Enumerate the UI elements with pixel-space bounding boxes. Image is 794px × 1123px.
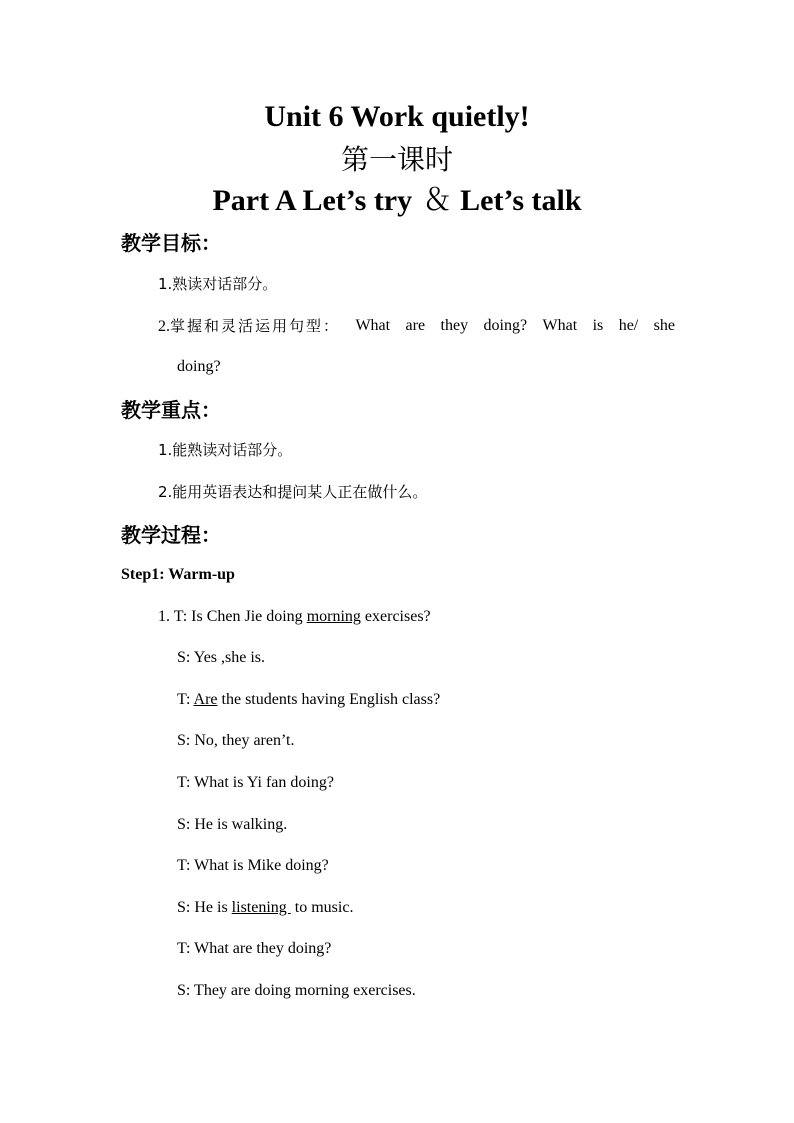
unit-title: Unit 6 Work quietly!	[264, 100, 530, 133]
underlined-word: Are	[193, 691, 218, 708]
part-title-a: Part A Let’s try	[212, 184, 413, 217]
objectives-item-2	[158, 314, 675, 339]
key-points-heading: 教学重点：	[121, 398, 221, 422]
lesson-period-title: 第一课时	[340, 143, 453, 176]
dialogue-line: S: Yes ,she is.	[177, 649, 266, 666]
part-title-ampersand: ＆	[422, 184, 453, 217]
objectives-item-2-word: he/	[618, 317, 639, 334]
dialogue-line: S: No, they aren’t.	[177, 732, 295, 749]
objectives-item-2-word: doing?	[483, 317, 528, 334]
objectives-item-2-word: are	[405, 317, 426, 334]
dialogue-line: 1. T: Is Chen Jie doing morning exercises?	[158, 608, 431, 625]
objectives-item-2-word: What	[542, 317, 578, 334]
underlined-word: listening	[231, 899, 291, 916]
objectives-item-1: 1.熟读对话部分。	[158, 275, 278, 293]
objectives-item-2-word: they	[440, 317, 469, 334]
part-title-b: Let’s talk	[460, 184, 582, 217]
process-heading: 教学过程：	[121, 523, 221, 547]
dialogue-line: S: He is walking.	[177, 816, 288, 833]
underlined-word: morning	[306, 608, 361, 625]
dialogue-line: T: What is Mike doing?	[177, 857, 329, 874]
objectives-item-2-continued: doing?	[177, 358, 221, 375]
part-title	[0, 181, 794, 221]
dialogue-line: T: Are the students having English class?	[177, 691, 441, 708]
objectives-item-2-lead: 2.掌握和灵活运用句型：	[158, 317, 341, 335]
dialogue-line: T: What is Yi fan doing?	[177, 774, 334, 791]
step1-heading: Step1: Warm-up	[121, 566, 235, 583]
dialogue-line: T: What are they doing?	[177, 940, 332, 957]
objectives-item-2-word: is	[592, 317, 604, 334]
objectives-heading: 教学目标：	[121, 231, 221, 255]
objectives-item-2-word: What	[355, 317, 391, 334]
objectives-item-2-word: she	[653, 317, 675, 334]
dialogue-line: S: They are doing morning exercises.	[177, 982, 416, 999]
key-points-item-2: 2.能用英语表达和提问某人正在做什么。	[158, 483, 428, 501]
key-points-item-1: 1.能熟读对话部分。	[158, 441, 293, 459]
dialogue-line: S: He is listening to music.	[177, 899, 354, 916]
